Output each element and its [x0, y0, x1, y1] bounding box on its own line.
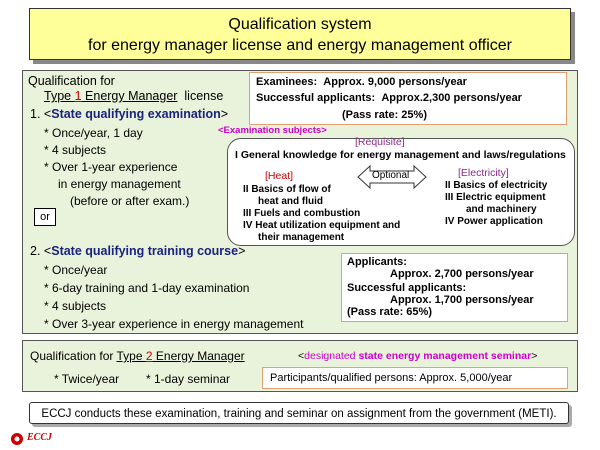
eccj-logo-icon — [10, 432, 26, 446]
participants-text: Participants/qualified persons: Approx. 5,000/year — [270, 372, 513, 384]
exam-successful-value: Approx.2,300 persons/year — [381, 92, 522, 104]
course-bullet-3: * 4 subjects — [44, 299, 107, 313]
applicants-label: Applicants: — [347, 256, 407, 268]
course-bullet-1: * Once/year — [44, 263, 108, 277]
seminar-name: state energy management seminar — [358, 350, 532, 362]
elec-item-1: II Basics of electricity — [445, 180, 548, 191]
type1-manager: Energy Manager — [85, 89, 178, 103]
exam-bullet-1: * Once/year, 1 day — [44, 126, 143, 140]
seminar-lt: < — [298, 350, 305, 362]
heat-item-2: heat and fluid — [258, 196, 323, 207]
course-bullet-4: * Over 3-year experience in energy management — [44, 317, 304, 331]
examinees-value: Approx. 9,000 persons/year — [323, 76, 467, 88]
type1-type-num: 1 — [74, 89, 82, 103]
seminar-designated: designated — [304, 350, 356, 362]
or-badge: or — [34, 208, 56, 226]
exam-pass-rate: (Pass rate: 25%) — [342, 109, 427, 121]
seminar-gt: > — [531, 350, 538, 362]
exam-label: State qualifying examination — [51, 107, 221, 121]
type1-type-word: Type — [44, 89, 72, 103]
optional-label: Optional — [372, 170, 410, 181]
type2-bullet-1: * Twice/year — [54, 372, 120, 386]
eccj-logo-text: ECCJ — [27, 432, 53, 443]
exam-successful-row — [256, 92, 522, 104]
requisite-item: I General knowledge for energy management and laws/regulations — [235, 149, 566, 161]
course-gt: > — [238, 244, 246, 258]
heat-tag: [Heat] — [265, 170, 294, 182]
exam-bullet-2: * 4 subjects — [44, 143, 107, 157]
type2-bullet-2: * 1-day seminar — [146, 372, 231, 386]
exam-experience-line2: in energy management — [58, 177, 181, 191]
type2-seminar — [298, 350, 537, 362]
course-successful-value: Approx. 1,700 persons/year — [390, 294, 534, 306]
examinees-row — [256, 76, 467, 88]
exam-heading — [30, 107, 228, 121]
course-label: State qualifying training course — [51, 244, 239, 258]
heat-item-4: IV Heat utilization equipment and — [243, 220, 401, 231]
type2-header — [30, 349, 245, 363]
title-line1: Qualification system — [228, 16, 372, 33]
course-successful-label: Successful applicants: — [347, 282, 467, 294]
footer-note: ECCJ conducts these examination, training and seminar on assignment from the government (METI). — [29, 402, 569, 424]
examinees-label: Examinees: — [256, 76, 318, 88]
exam-gt: > — [220, 107, 229, 121]
course-heading — [30, 244, 245, 258]
course-bullet-2: * 6-day training and 1-day examination — [44, 281, 250, 295]
elec-item-2: III Electric equipment — [445, 192, 546, 203]
type2-type-word: Type — [116, 349, 143, 363]
requisite-tag: [Requisite] — [355, 136, 405, 148]
heat-item-5: their management — [258, 232, 345, 243]
exam-num: 1. — [30, 107, 41, 121]
electricity-tag: [Electricity] — [458, 167, 509, 179]
exam-bullet-3: * Over 1-year experience — [44, 160, 178, 174]
subjects-heading: <Examination subjects> — [218, 125, 327, 136]
applicants-value: Approx. 2,700 persons/year — [390, 268, 534, 280]
type1-header-prefix: Qualification for — [28, 74, 115, 88]
course-pass-rate: (Pass rate: 65%) — [347, 306, 432, 318]
type2-manager: Energy Manager — [155, 349, 245, 363]
exam-successful-label: Successful applicants: — [256, 92, 376, 104]
heat-item-3: III Fuels and combustion — [243, 208, 361, 219]
course-num: 2. — [30, 244, 41, 258]
type1-license: license — [184, 89, 224, 103]
type2-type-num: 2 — [145, 349, 153, 363]
title-box — [29, 8, 571, 60]
type2-header-prefix: Qualification for — [30, 349, 114, 363]
title-line2: for energy manager license and energy management officer — [88, 37, 512, 54]
elec-item-4: IV Power application — [445, 216, 543, 227]
elec-item-3: and machinery — [466, 204, 537, 215]
exam-lt: < — [43, 107, 52, 121]
type1-header — [44, 89, 223, 103]
exam-experience-line3: (before or after exam.) — [70, 194, 190, 208]
heat-item-1: II Basics of flow of — [243, 184, 331, 195]
course-lt: < — [43, 244, 52, 258]
